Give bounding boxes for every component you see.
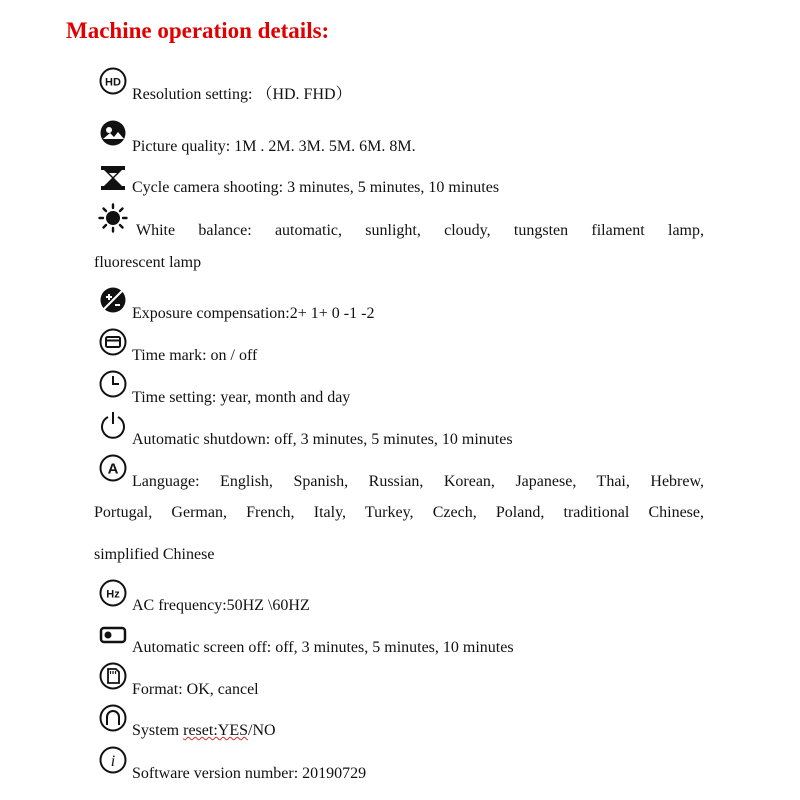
svg-text:i: i [110, 753, 116, 770]
svg-text:Hz: Hz [106, 588, 120, 601]
time-mark-text: Time mark: on / off [132, 347, 258, 364]
hz-icon [98, 578, 128, 608]
exposure-compensation-text: Exposure compensation:2+ 1+ 0 -1 -2 [132, 305, 375, 322]
svg-text:HD: HD [105, 76, 121, 89]
language-text-line3: simplified Chinese [94, 546, 215, 563]
language-text-line2: Portugal, German, French, Italy, Turkey, Czech, Poland, traditional Chinese, [94, 504, 704, 521]
software-version-text: Software version number: 20190729 [132, 765, 367, 782]
resolution-setting-text: Resolution setting: （HD. FHD） [132, 86, 352, 103]
system-reset-text [132, 722, 276, 740]
cycle-shooting-text: Cycle camera shooting: 3 minutes, 5 minutes, 10 minutes [132, 179, 500, 196]
picture-quality-text: Picture quality: 1M . 2M. 3M. 5M. 6M. 8M. [132, 138, 416, 155]
white-balance-text-line2: fluorescent lamp [94, 254, 202, 271]
system-reset-prefix: System [132, 722, 184, 739]
white-balance-text-line1: White balance: automatic, sunlight, cloudy, tungsten filament lamp, [136, 222, 704, 239]
hd-icon [98, 66, 128, 96]
screen-off-icon [98, 620, 128, 650]
language-icon [98, 453, 128, 483]
automatic-shutdown-text: Automatic shutdown: off, 3 minutes, 5 minutes, 10 minutes [132, 431, 513, 448]
system-reset-suffix: /NO [248, 722, 276, 739]
format-sd-icon [98, 661, 128, 691]
time-setting-text: Time setting: year, month and day [132, 389, 351, 406]
page-title: Machine operation details: [66, 18, 330, 43]
ac-frequency-text: AC frequency:50HZ \60HZ [132, 597, 310, 614]
reset-icon [98, 703, 128, 733]
picture-quality-icon [98, 118, 128, 148]
automatic-screen-off-text: Automatic screen off: off, 3 minutes, 5 minutes, 10 minutes [132, 639, 514, 656]
power-icon [98, 410, 128, 440]
svg-text:A: A [107, 460, 119, 478]
language-text-line1: Language: English, Spanish, Russian, Korean, Japanese, Thai, Hebrew, [132, 473, 704, 490]
format-text: Format: OK, cancel [132, 681, 259, 698]
clock-icon [98, 369, 128, 399]
time-mark-icon [98, 327, 128, 357]
system-reset-underlined: reset:YES [183, 722, 248, 739]
hourglass-icon [98, 163, 128, 193]
info-icon [98, 745, 128, 775]
sun-icon [98, 203, 128, 233]
exposure-icon [98, 285, 128, 315]
